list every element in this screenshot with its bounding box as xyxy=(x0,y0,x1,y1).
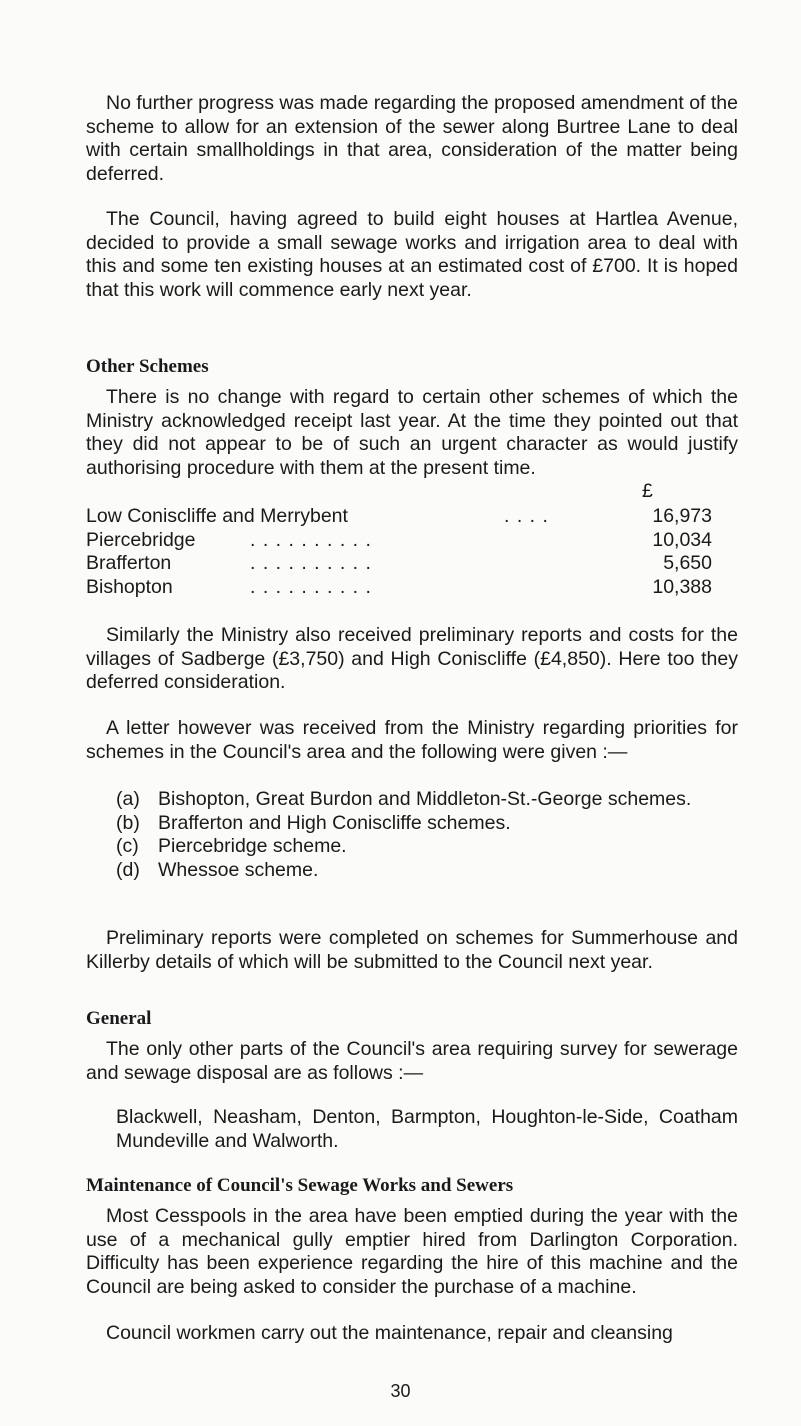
cost-place: Bishopton xyxy=(86,575,173,598)
cost-amount: 5,650 xyxy=(663,552,712,575)
list-item-text: Brafferton and High Coniscliffe schemes. xyxy=(158,811,511,834)
cost-place: Low Coniscliffe and Merrybent xyxy=(86,505,348,527)
paragraph-hartlea-avenue: The Council, having agreed to build eight houses at Hartlea Avenue, decided to provide a small sewage works and irrigation area to deal with this and some ten existing houses at an estimated cost of £700. It is hoped that this work will commence early next year. xyxy=(86,208,738,301)
list-item-label: (b) xyxy=(116,811,140,834)
list-item-label: (d) xyxy=(116,858,140,881)
cost-amount: 10,388 xyxy=(652,575,712,598)
paragraph-council-workmen: Council workmen carry out the maintenance, repair and cleansing xyxy=(106,1322,673,1344)
list-item xyxy=(116,835,738,859)
currency-symbol: £ xyxy=(642,480,653,502)
heading-maintenance: Maintenance of Council's Sewage Works and Sewers xyxy=(86,1175,514,1196)
cost-row xyxy=(86,505,712,529)
list-item xyxy=(116,788,738,812)
list-item-label: (a) xyxy=(116,788,140,810)
list-item xyxy=(116,812,738,836)
list-item-text: Bishopton, Great Burdon and Middleton-St.-George schemes. xyxy=(158,788,692,810)
cost-amount: 16,973 xyxy=(652,505,712,527)
leader-dots: . . . . xyxy=(504,505,549,527)
paragraph-burtree-lane: No further progress was made regarding the proposed amendment of the scheme to allow for an extension of the sewer along Burtree Lane to deal with certain smallholdings in that area, consideration of the matter being deferred. xyxy=(86,92,738,185)
paragraph-sadberge: Similarly the Ministry also received preliminary reports and costs for the villages of Sadberge (£3,750) and High Coniscliffe (£4,850). Here too they deferred consideration. xyxy=(86,624,738,694)
leader-dots: . . . . . . . . . . xyxy=(250,552,372,575)
paragraph-other-schemes: There is no change with regard to certain other schemes of which the Ministry acknowledged receipt last year. At the time they pointed out that they did not appear to be of such an urgent character as would justify authorising procedure with them at the present time. xyxy=(86,386,738,479)
paragraph-summerhouse: Preliminary reports were completed on schemes for Summerhouse and Killerby details of which will be submitted to the Council next year. xyxy=(86,927,738,973)
cost-row xyxy=(86,552,712,576)
cost-row xyxy=(86,529,712,553)
village-list: Blackwell, Neasham, Denton, Barmpton, Houghton-le-Side, Coatham Mundeville and Walworth. xyxy=(116,1106,738,1152)
paragraph-general: The only other parts of the Council's area requiring survey for sewerage and sewage disposal are as follows :— xyxy=(86,1038,738,1084)
paragraph-cesspools: Most Cesspools in the area have been emptied during the year with the use of a mechanical gully emptier hired from Darlington Corporation. Difficulty has been experience regarding the hire of this machine and the Council are being asked to consider the purchase of a machine. xyxy=(86,1205,738,1298)
paragraph-priorities: A letter however was received from the Ministry regarding priorities for schemes in the Council's area and the following were given :— xyxy=(86,717,738,763)
leader-dots: . . . . . . . . . . xyxy=(250,575,372,598)
cost-place: Piercebridge xyxy=(86,528,196,551)
page-number: 30 xyxy=(390,1381,411,1401)
list-item-text: Piercebridge scheme. xyxy=(158,835,347,858)
list-item-label: (c) xyxy=(116,835,139,858)
cost-table xyxy=(86,505,712,599)
cost-amount: 10,034 xyxy=(652,528,712,551)
heading-general: General xyxy=(86,1008,152,1029)
priority-list xyxy=(116,788,738,882)
leader-dots: . . . . . . . . . . xyxy=(250,528,372,551)
cost-row xyxy=(86,576,712,600)
list-item xyxy=(116,859,738,883)
cost-place: Brafferton xyxy=(86,552,172,575)
list-item-text: Whessoe scheme. xyxy=(158,858,319,881)
heading-other-schemes: Other Schemes xyxy=(86,356,209,377)
